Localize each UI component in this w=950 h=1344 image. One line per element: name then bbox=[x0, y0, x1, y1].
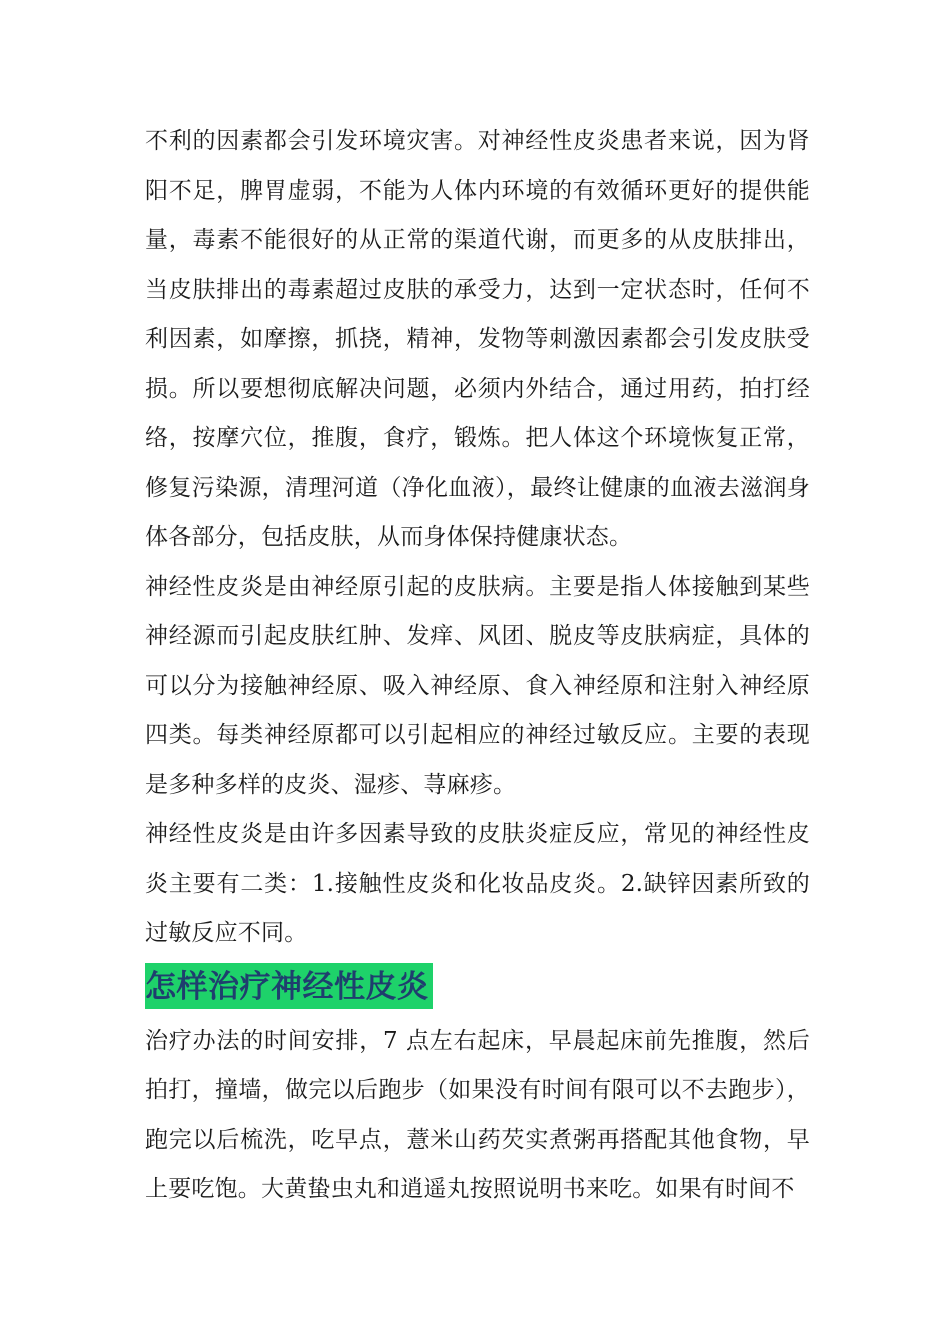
paragraph-types: 神经性皮炎是由许多因素导致的皮肤炎症反应，常见的神经性皮炎主要有二类：1.接触性皮炎和化妆品皮炎。2.缺锌因素所致的过敏反应不同。 bbox=[145, 821, 810, 946]
paragraph-treatment-schedule: 治疗办法的时间安排，7 点左右起床，早晨起床前先推腹，然后拍打，撞墙，做完以后跑步（如果没有时间有限可以不去跑步），跑完以后梳洗，吃早点，薏米山药芡实煮粥再搭配其他食物，早上要吃饱。大黄蛰虫丸和逍遥丸按照说明书来吃。如果有时间不 bbox=[145, 1027, 810, 1202]
paragraph-environment: 不利的因素都会引发环境灾害。对神经性皮炎患者来说，因为肾阳不足，脾胃虚弱，不能为人体内环境的有效循环更好的提供能量，毒素不能很好的从正常的渠道代谢，而更多的从皮肤排出，当皮肤排出的毒素超过皮肤的承受力，达到一定状态时，任何不利因素，如摩擦，抓挠，精神，发物等刺激因素都会引发皮肤受损。所以要想彻底解决问题，必须内外结合，通过用药，拍打经络，按摩穴位，推腹，食疗，锻炼。把人体这个环境恢复正常，修复污染源，清理河道（净化血液），最终让健康的血液去滋润身体各部分，包括皮肤，从而身体保持健康状态。 bbox=[145, 128, 810, 550]
section-heading: 怎样治疗神经性皮炎 bbox=[145, 963, 433, 1009]
paragraph-definition: 神经性皮炎是由神经原引起的皮肤病。主要是指人体接触到某些神经源而引起皮肤红肿、发痒、风团、脱皮等皮肤病症，具体的可以分为接触神经原、吸入神经原、食入神经原和注射入神经原四类。每类神经原都可以引起相应的神经过敏反应。主要的表现是多种多样的皮炎、湿疹、荨麻疹。 bbox=[145, 573, 810, 798]
document-page bbox=[145, 117, 810, 1215]
